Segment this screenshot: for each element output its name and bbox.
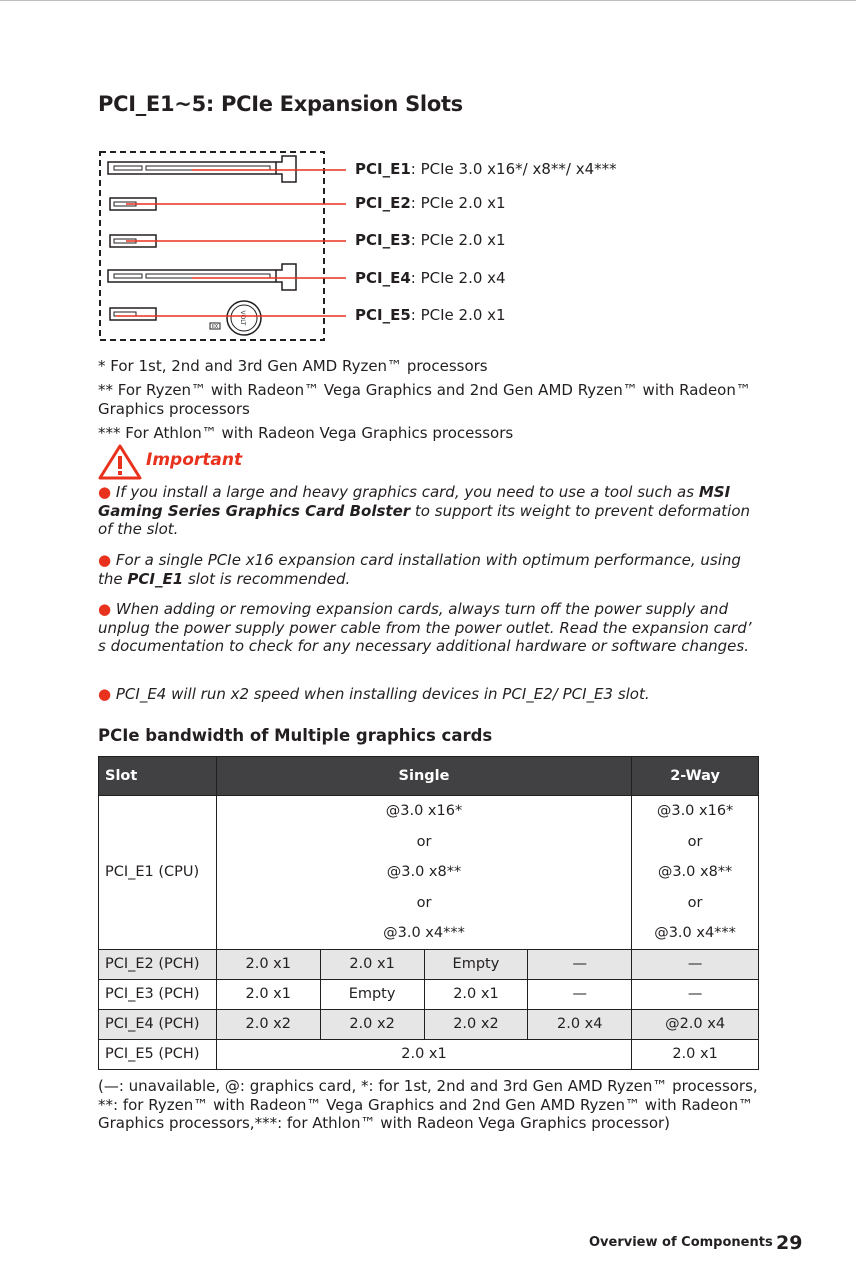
bullet-text: When adding or removing expansion cards, always turn off the power supply and unplug the power supply power cable from the power outlet. Read the expansion card’ s documentation to check for any necessary additional hardware or software changes. [98, 600, 752, 655]
bullet-text: For a single PCIe x16 expansion card installation with optimum performance, using the [98, 551, 741, 588]
bullet-text: to support its weight to prevent deformation of the slot. [98, 501, 750, 538]
table-cell: 2.0 x4 [528, 1009, 632, 1039]
table-cell: 2.0 x1 [320, 949, 424, 979]
bullet-text: If you install a large and heavy graphics card, you need to use a tool such as [115, 483, 699, 501]
header-single: Single [216, 757, 631, 796]
table-cell: 2.0 x1 [216, 949, 320, 979]
bullet-dot: ● [98, 551, 112, 569]
twoway-cell [632, 796, 759, 950]
jumper-shape [210, 323, 220, 330]
leader-lines [116, 170, 346, 316]
slot-desc: : PCIe 2.0 x1 [410, 194, 506, 212]
slot-desc: : PCIe 2.0 x4 [410, 269, 506, 287]
table-cell: Empty [320, 979, 424, 1009]
single-cell [216, 796, 631, 950]
important-bullet-3 [98, 600, 758, 656]
important-bullet-1 [98, 483, 758, 539]
table-cell: 2.0 x1 [424, 979, 528, 1009]
slot-name: PCI_E2 [355, 194, 411, 212]
page-title: PCI_E1~5: PCIe Expansion Slots [98, 92, 463, 116]
slot-desc: : PCIe 2.0 x1 [410, 306, 506, 324]
twoway-cell: 2.0 x1 [632, 1039, 759, 1069]
slot-pci-e4-shape [108, 264, 296, 290]
pcie-bandwidth-table [98, 756, 759, 1070]
bullet-dot: ● [98, 483, 112, 501]
header-slot: Slot [99, 757, 217, 796]
slot-label-pci-e4 [355, 269, 506, 287]
bullet-text: slot is recommended. [183, 569, 351, 588]
top-rule [0, 0, 856, 1]
slot-desc: : PCIe 3.0 x16*/ x8**/ x4*** [410, 160, 617, 178]
table-title: PCIe bandwidth of Multiple graphics cards [98, 726, 493, 745]
page-number: 29 [776, 1232, 803, 1254]
bullet-dot: ● [98, 685, 112, 703]
bullet-text: PCI_E4 will run x2 speed when installing devices in PCI_E2/ PCI_E3 slot. [115, 685, 650, 703]
table-row-pci-e4 [99, 1009, 759, 1039]
twoway-cell: @2.0 x4 [632, 1009, 759, 1039]
table-row-pci-e2 [99, 949, 759, 979]
cell-line: or [687, 894, 703, 911]
slot-name: PCI_E3 [355, 231, 411, 249]
footnote-3: *** For Athlon™ with Radeon Vega Graphics processors [98, 424, 514, 442]
table-cell: Empty [424, 949, 528, 979]
single-cell: 2.0 x1 [216, 1039, 631, 1069]
slot-cell: PCI_E4 (PCH) [99, 1009, 217, 1039]
table-legend: (—: unavailable, @: graphics card, *: for 1st, 2nd and 3rd Gen AMD Ryzen™ processors, **: for Ryzen™ with Radeon™ Vega Graphics and 2nd Gen AMD Ryzen™ with Radeon™ Graphics processors,***: for Athlon™ with Radeon Vega Graphics processor) [98, 1077, 758, 1132]
important-callout [98, 444, 142, 482]
table-cell: — [528, 949, 632, 979]
table-row-pci-e3 [99, 979, 759, 1009]
cell-line: @3.0 x16* [656, 803, 734, 819]
bullet-dot: ● [98, 600, 112, 618]
slot-name: PCI_E1 [355, 160, 411, 178]
table-row-pci-e1 [99, 796, 759, 950]
cell-line: @3.0 x8** [657, 864, 733, 880]
battery-label: VOLT [239, 310, 246, 326]
twoway-cell: — [632, 979, 759, 1009]
warning-triangle-icon [98, 444, 142, 480]
slot-cell: PCI_E2 (PCH) [99, 949, 217, 979]
important-heading: Important [146, 450, 243, 470]
slot-cell: PCI_E3 (PCH) [99, 979, 217, 1009]
cell-line: or [416, 894, 432, 911]
table-cell: 2.0 x1 [216, 979, 320, 1009]
bullet-bold-text: MSI Gaming Series Graphics Card Bolster [98, 483, 731, 520]
slot-label-pci-e2 [355, 194, 506, 212]
slot-pci-e5-shape [110, 308, 156, 320]
footer-section-title: Overview of Components [589, 1235, 773, 1250]
table-cell: 2.0 x2 [216, 1009, 320, 1039]
jumper-label: IIX [211, 324, 219, 330]
slot-name: PCI_E5 [355, 306, 411, 324]
table-cell: 2.0 x2 [424, 1009, 528, 1039]
slot-label-pci-e3 [355, 231, 506, 249]
cell-line: @3.0 x8** [386, 864, 462, 880]
slot-pci-e1-shape [108, 156, 296, 182]
cell-line: @3.0 x4*** [383, 925, 465, 941]
important-bullet-2 [98, 551, 758, 588]
slot-cell: PCI_E5 (PCH) [99, 1039, 217, 1069]
table-cell: — [528, 979, 632, 1009]
important-bullet-4 [98, 685, 758, 704]
table-header-row [99, 757, 759, 796]
slot-name: PCI_E4 [355, 269, 411, 287]
header-2way: 2-Way [632, 757, 759, 796]
cell-line: or [687, 833, 703, 850]
slot-cell: PCI_E1 (CPU) [99, 796, 217, 950]
table-row-pci-e5 [99, 1039, 759, 1069]
cell-line: @3.0 x16* [385, 803, 463, 819]
slot-label-pci-e1 [355, 160, 617, 178]
footnote-1: * For 1st, 2nd and 3rd Gen AMD Ryzen™ processors [98, 357, 488, 375]
cmos-battery-shape [227, 301, 261, 335]
cell-line: or [416, 833, 432, 850]
slot-label-pci-e5 [355, 306, 506, 324]
twoway-cell: — [632, 949, 759, 979]
footnote-2: ** For Ryzen™ with Radeon™ Vega Graphics and 2nd Gen AMD Ryzen™ with Radeon™ Graphics processors [98, 381, 751, 418]
table-cell: 2.0 x2 [320, 1009, 424, 1039]
slot-desc: : PCIe 2.0 x1 [410, 231, 506, 249]
bullet-bold-text: PCI_E1 [127, 569, 184, 588]
cell-line: @3.0 x4*** [654, 925, 736, 941]
